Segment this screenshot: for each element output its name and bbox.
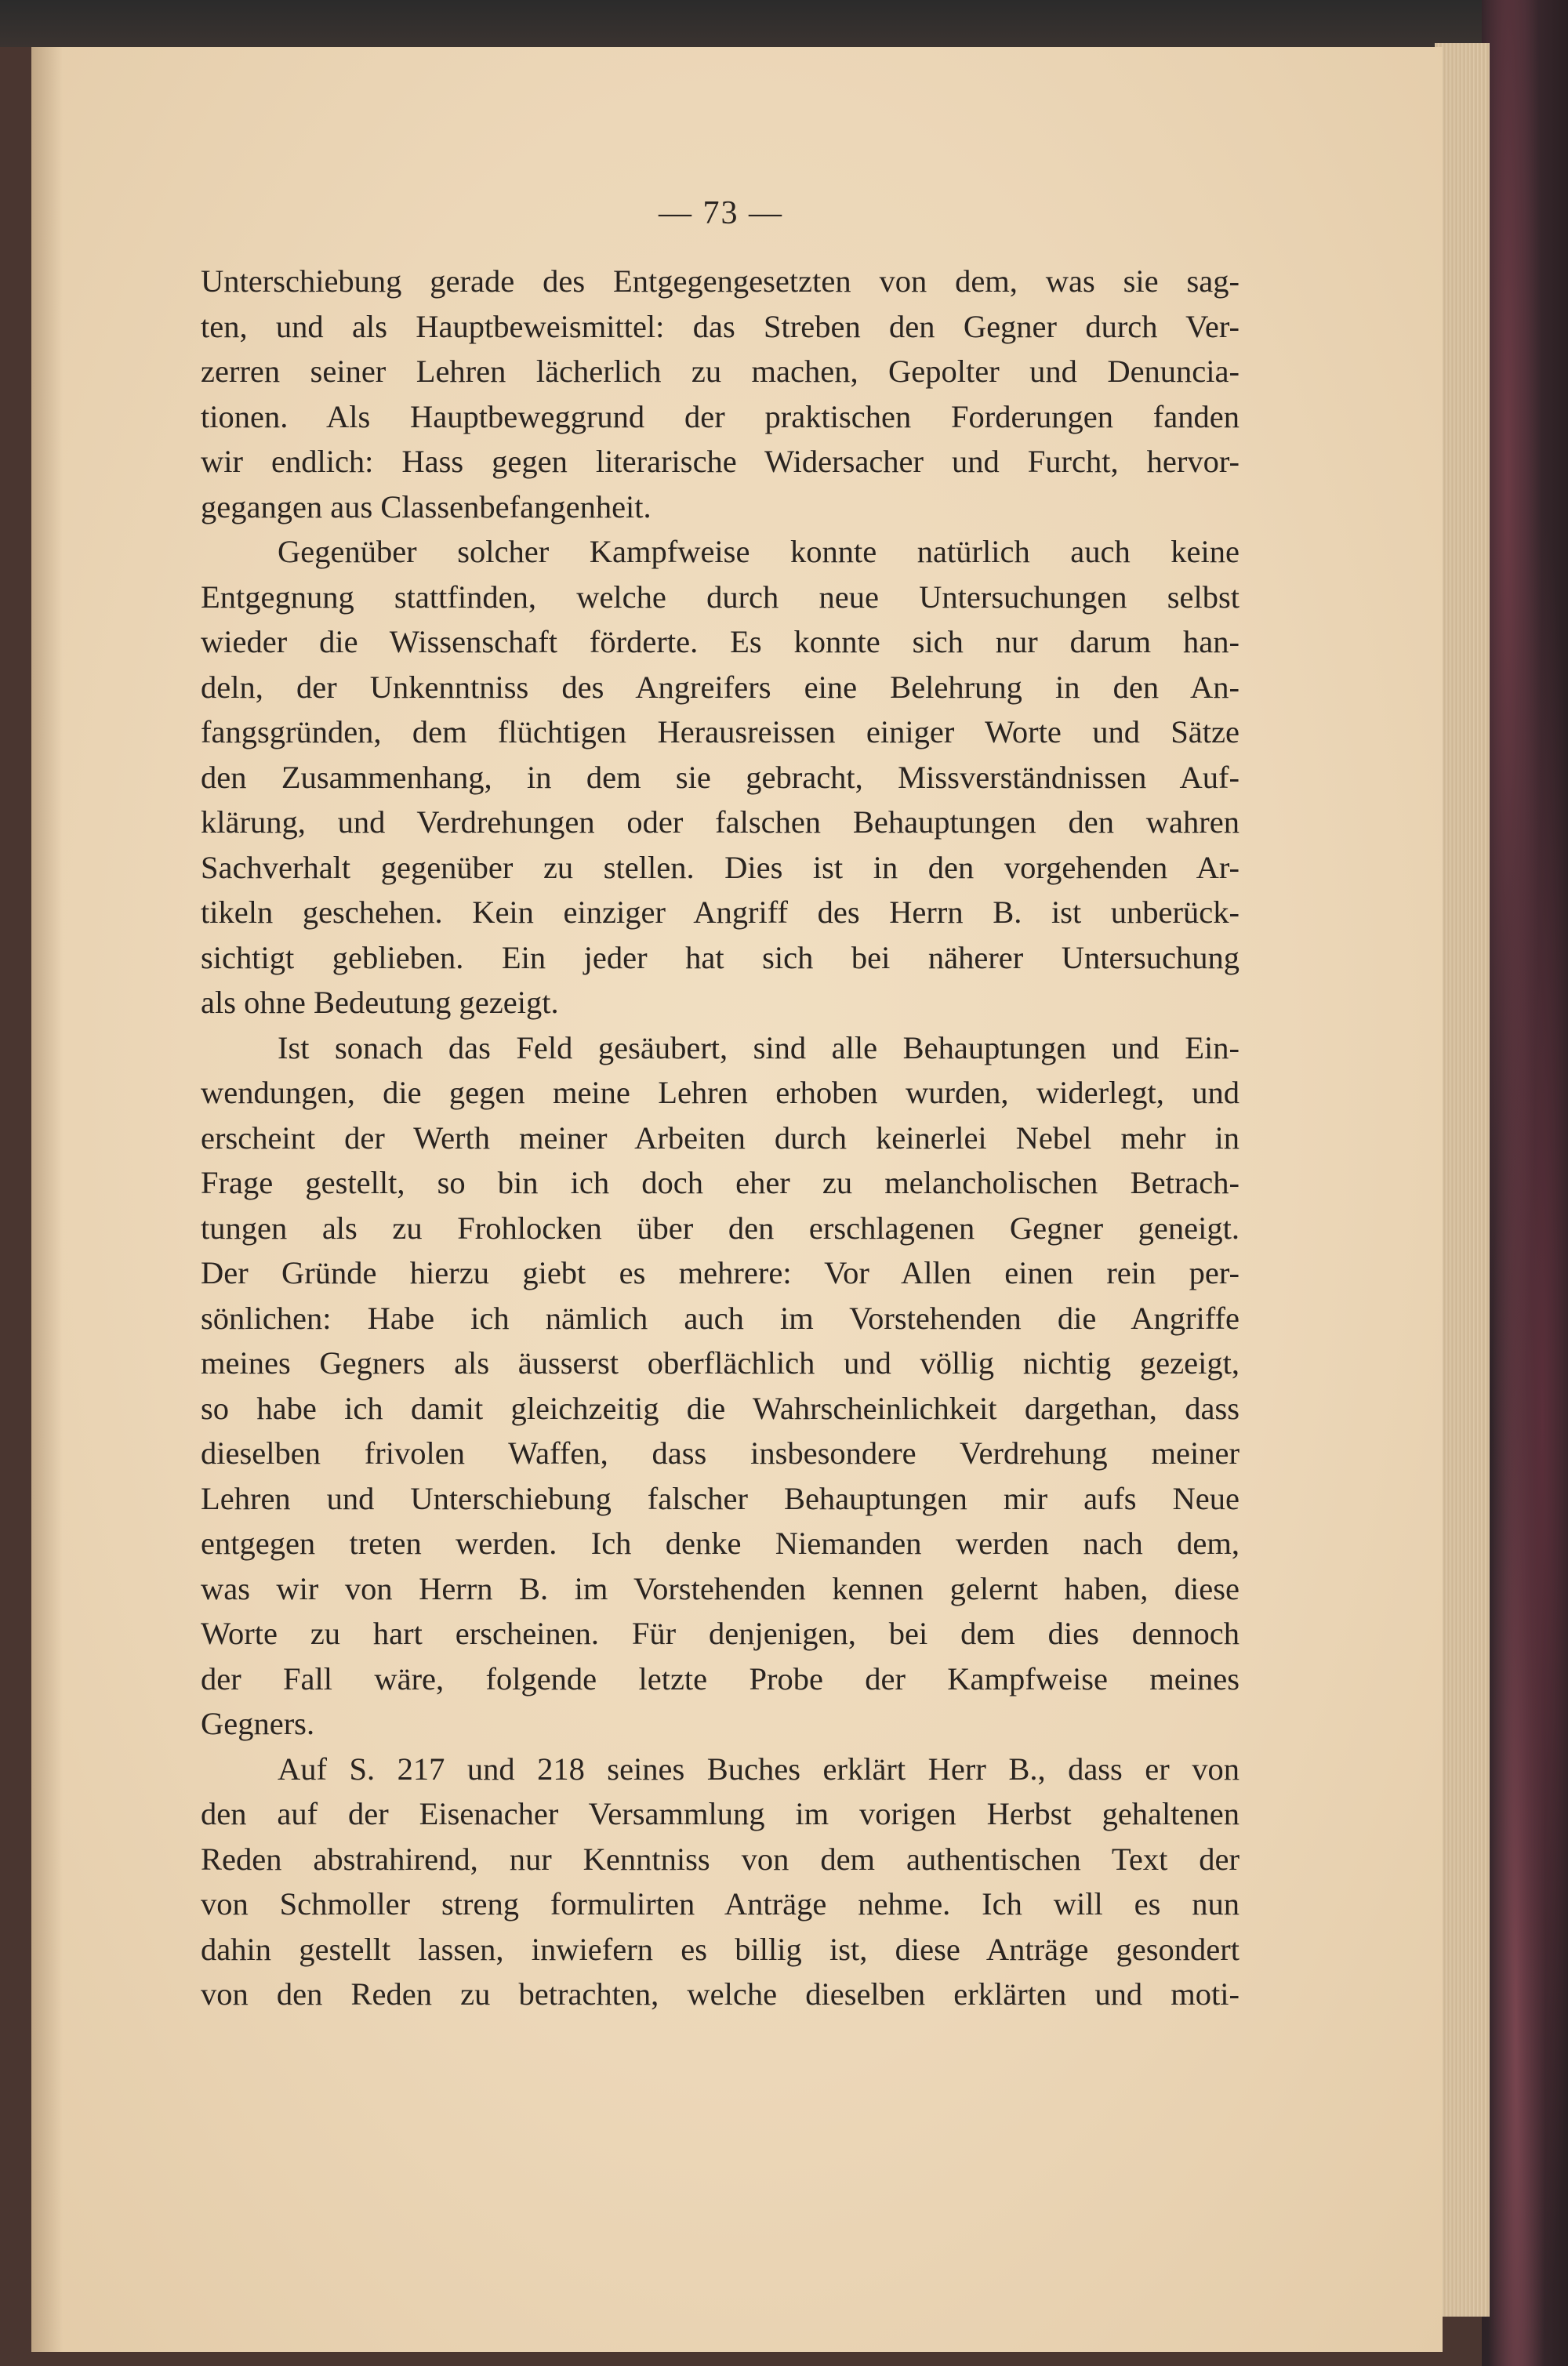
top-dark-band [0,0,1568,47]
text-line: fangsgründen, dem flüchtigen Herausreissen einiger Worte und Sätze [201,714,1240,749]
text-line: tikeln geschehen. Kein einziger Angriff des Herrn B. ist unberück- [201,895,1240,930]
text-line: wir endlich: Hass gegen literarische Widersacher und Furcht, hervor- [201,444,1240,479]
text-line: tungen als zu Frohlocken über den erschlagenen Gegner geneigt. [201,1210,1240,1246]
text-line: Sachverhalt gegenüber zu stellen. Dies ist in den vorgehenden Ar- [201,849,1240,885]
text-line: Lehren und Unterschiebung falscher Behauptungen mir aufs Neue [201,1480,1240,1516]
gutter-shadow [31,47,63,2352]
text-line: Gegners. [201,1706,315,1741]
text-line: Gegenüber solcher Kampfweise konnte natürlich auch keine [278,534,1240,569]
text-line: Frage gestellt, so bin ich doch eher zu melancholischen Betrach- [201,1165,1240,1200]
text-line: wieder die Wissenschaft förderte. Es konnte sich nur darum han- [201,624,1240,659]
text-line: deln, der Unkenntniss des Angreifers eine Belehrung in den An- [201,669,1240,705]
text-line: der Fall wäre, folgende letzte Probe der Kampfweise meines [201,1660,1240,1696]
text-line: den Zusammenhang, in dem sie gebracht, Missverständnissen Auf- [201,759,1240,795]
text-line: von Schmoller streng formulirten Anträge nehme. Ich will es nun [201,1886,1240,1921]
text-line: wendungen, die gegen meine Lehren erhoben wurden, widerlegt, und [201,1075,1240,1110]
text-line: Unterschiebung gerade des Entgegengesetzten von dem, was sie sag- [201,263,1240,299]
text-line: zerren seiner Lehren lächerlich zu machen, Gepolter und Denuncia- [201,354,1240,389]
text-line: Ist sonach das Feld gesäubert, sind alle Behauptungen und Ein- [278,1029,1240,1065]
text-line: entgegen treten werden. Ich denke Niemanden werden nach dem, [201,1526,1240,1561]
text-line: dahin gestellt lassen, inwiefern es billig ist, diese Anträge gesondert [201,1931,1240,1967]
text-line: Entgegnung stattfinden, welche durch neue Untersuchungen selbst [201,579,1240,615]
text-line: so habe ich damit gleichzeitig die Wahrscheinlichkeit dargethan, dass [201,1390,1240,1426]
text-line: erscheint der Werth meiner Arbeiten durch keinerlei Nebel mehr in [201,1119,1240,1156]
marbled-cover-edge [1482,0,1568,2366]
text-line: dieselben frivolen Waffen, dass insbesondere Verdrehung meiner [201,1435,1240,1471]
text-line: Reden abstrahirend, nur Kenntniss von dem authentischen Text der [201,1841,1240,1877]
text-line: Auf S. 217 und 218 seines Buches erklärt Herr B., dass er von [278,1751,1240,1787]
page-number: — 73 — [659,195,783,231]
text-line: tionen. Als Hauptbeweggrund der praktischen Forderungen fanden [201,398,1240,434]
page-stack-edge [1435,43,1490,2317]
text-line: von den Reden zu betrachten, welche dieselben erklärten und moti- [201,1976,1240,2012]
text-line: sichtigt geblieben. Ein jeder hat sich bei näherer Untersuchung [201,939,1240,975]
body-text [201,259,1240,2017]
text-line: klärung, und Verdrehungen oder falschen Behauptungen den wahren [201,804,1240,840]
text-line: meines Gegners als äusserst oberflächlich und völlig nichtig gezeigt, [201,1345,1240,1381]
text-line: Worte zu hart erscheinen. Für denjenigen, bei dem dies dennoch [201,1616,1240,1651]
text-line: sönlichen: Habe ich nämlich auch im Vorstehenden die Angriffe [201,1300,1240,1336]
text-line: was wir von Herrn B. im Vorstehenden kennen gelernt haben, diese [201,1570,1240,1606]
text-line: als ohne Bedeutung gezeigt. [201,985,559,1020]
text-line: Der Gründe hierzu giebt es mehrere: Vor Allen einen rein per- [201,1255,1240,1290]
text-line: gegangen aus Classenbefangenheit. [201,488,652,524]
text-line: ten, und als Hauptbeweismittel: das Streben den Gegner durch Ver- [201,308,1240,344]
text-line: den auf der Eisenacher Versammlung im vorigen Herbst gehaltenen [201,1796,1240,1831]
